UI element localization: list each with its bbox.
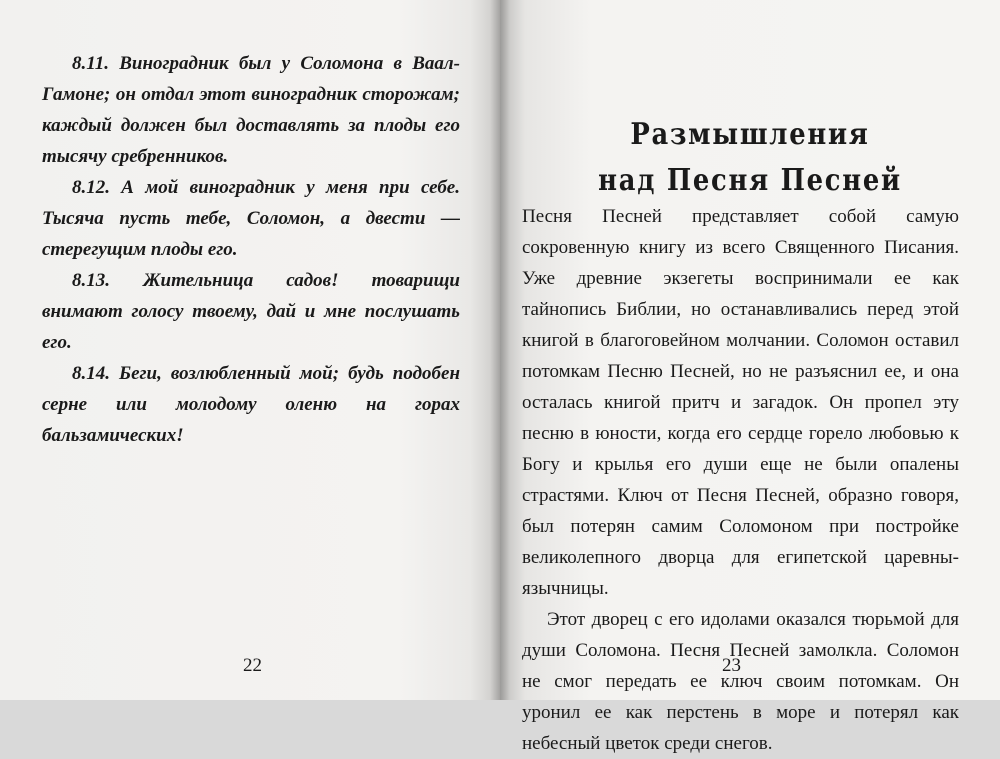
paragraph-2: Этот дворец с его идолами оказался тюрьмой для души Соломона. Песня Песней замолкла. Соломон не смог передать ее ключ своим потомкам. Он уронил ее как перстень в море и потерял как небесный цветок среди снегов. <box>522 609 959 754</box>
paragraph-1: Песня Песней представляет собой самую сокровенную книгу из всего Священного Писания. Уже древние экзегеты воспринимали ее как тайнопись Библии, но останавливались перед этой книгой в благоговейном молчании. Соломон оставил потомкам Песню Песней, но не разъяснил ее, и она осталась книгой притч и загадок. Он пропел эту песню в юности, когда его сердце горело любовью к Богу и крылья его души еще не были опалены страстями. Ключ от Песня Песней, образно говоря, был потерян самим Соломоном при постройке великолепного дворца для египетской царевны-язычницы. <box>522 206 959 599</box>
verse-8-13: 8.13. Жительница садов! товарищи внимают голосу твоему, дай и мне послушать его. <box>42 270 460 353</box>
verse-8-14: 8.14. Беги, возлюбленный мой; будь подобен серне или молодому оленю на горах бальзамических! <box>42 363 460 446</box>
chapter-title-line-1: Размышления <box>630 117 870 152</box>
page-number-left: 22 <box>243 655 262 676</box>
chapter-title <box>544 112 957 204</box>
page-number-right: 23 <box>722 655 741 676</box>
verse-list <box>42 48 460 451</box>
verse-8-11: 8.11. Виноградник был у Соломона в Ваал-Гамоне; он отдал этот виноградник сторожам; каждый должен был доставлять за плоды его тысячу сребренников. <box>42 53 460 167</box>
chapter-title-line-2: над Песня Песней <box>598 163 902 198</box>
verse-8-12: 8.12. А мой виноградник у меня при себе. Тысяча пусть тебе, Соломон, а двести — стерегущим плоды его. <box>42 177 460 260</box>
left-page <box>0 0 500 700</box>
right-page <box>500 0 1000 754</box>
